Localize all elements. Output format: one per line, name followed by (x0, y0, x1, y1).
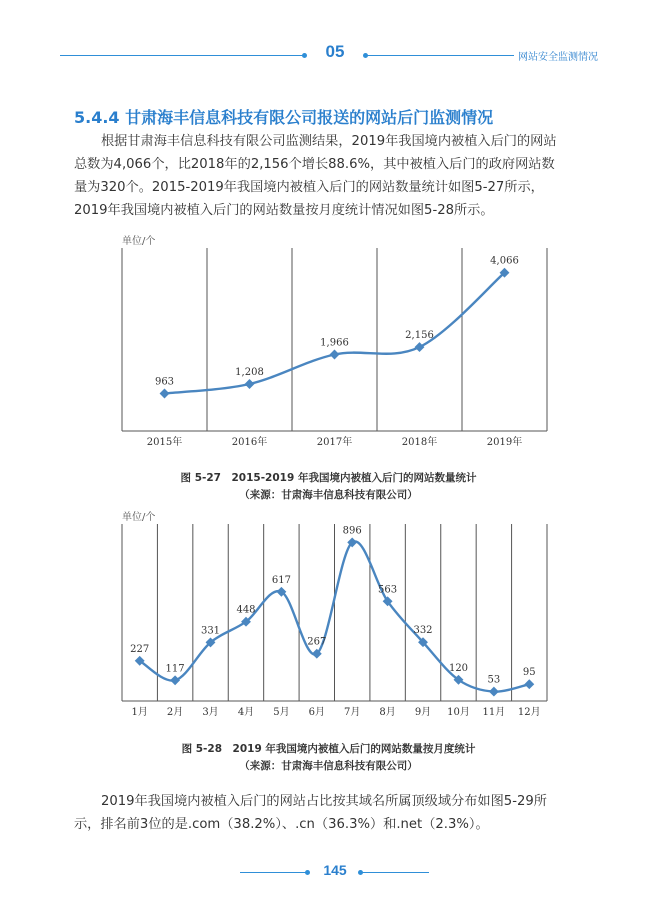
data-point (415, 342, 425, 352)
figure-27-source: （来源：甘肃海丰信息科技有限公司） (239, 489, 418, 501)
footer-rule-left (240, 872, 308, 873)
intro-line: 量为320个。2015-2019年我国境内被植入后门的网站数量统计如图5-27所示， (74, 180, 544, 195)
data-label: 1,208 (235, 367, 264, 378)
intro-paragraph (74, 130, 594, 222)
chart-monthly (122, 508, 547, 728)
data-point (160, 389, 170, 399)
header-rule-left (60, 55, 305, 56)
data-label: 267 (307, 636, 327, 648)
x-tick-label: 7月 (344, 707, 361, 718)
figure-27-caption: 图 5-27 2015-2019 年我国境内被植入后门的网站数量统计 (180, 472, 477, 484)
x-tick-label: 10月 (447, 707, 470, 718)
data-point (245, 379, 255, 389)
data-label: 53 (487, 674, 501, 686)
x-tick-label: 3月 (202, 707, 219, 718)
data-label: 448 (236, 604, 256, 616)
data-label: 563 (378, 584, 398, 596)
x-tick-label: 12月 (517, 707, 541, 718)
data-label: 2,156 (405, 330, 434, 342)
intro-line: 2019年我国境内被植入后门的网站数量按月度统计情况如图5-28所示。 (74, 203, 494, 218)
x-tick-label: 2019年 (486, 437, 523, 448)
data-label: 120 (448, 662, 469, 674)
data-label: 117 (165, 663, 185, 675)
data-point (524, 679, 534, 689)
closing-line: 示，排名前3位的是.com（38.2%）、.cn（36.3%）和.net（2.3%）。 (74, 817, 489, 832)
x-tick-label: 5月 (273, 707, 290, 718)
x-tick-label: 2月 (166, 707, 184, 718)
header-rule-right (366, 55, 514, 56)
y-unit-label: 单位/个 (122, 236, 156, 247)
x-tick-label: 9月 (414, 707, 432, 718)
section-title: 5.4.4 甘肃海丰信息科技有限公司报送的网站后门监测情况 (74, 108, 494, 127)
footer-rule-right (361, 872, 429, 873)
data-label: 963 (154, 376, 175, 388)
data-point (330, 350, 340, 360)
x-tick-label: 4月 (237, 707, 255, 718)
y-unit-label: 单位/个 (122, 512, 156, 523)
closing-line: 2019年我国境内被植入后门的网站占比按其域名所属顶级域分布如图5-29所 (101, 794, 547, 809)
chart-yearly (122, 232, 547, 457)
x-tick-label: 6月 (308, 707, 325, 718)
header-dot-left (302, 53, 307, 58)
x-tick-label: 1月 (131, 707, 148, 718)
chart-monthly-svg (122, 508, 547, 728)
figure-28-source: （来源：甘肃海丰信息科技有限公司） (239, 760, 418, 772)
data-label: 332 (413, 625, 433, 637)
x-tick-label: 8月 (379, 707, 396, 718)
data-label: 95 (522, 667, 536, 679)
x-tick-label: 2017年 (316, 437, 353, 448)
data-point (489, 687, 499, 697)
footer-dot-left (305, 870, 310, 875)
chapter-number: 05 (325, 42, 345, 61)
x-tick-label: 2016年 (231, 437, 268, 448)
x-tick-label: 2015年 (146, 437, 183, 448)
x-tick-label: 2018年 (401, 437, 438, 448)
chapter-title: 网站安全监测情况 (518, 52, 598, 63)
chart-yearly-svg (122, 232, 547, 457)
intro-line: 总数为4,066个，比2018年的2,156个增长88.6%，其中被植入后门的政府网站数 (74, 157, 555, 172)
data-label: 896 (342, 525, 362, 537)
data-label: 4,066 (490, 255, 519, 267)
intro-line: 根据甘肃海丰信息科技有限公司监测结果，2019年我国境内被植入后门的网站 (101, 134, 557, 149)
figure-28-caption: 图 5-28 2019 年我国境内被植入后门的网站数量按月度统计 (181, 743, 476, 755)
series-line (165, 273, 505, 394)
x-tick-label: 11月 (482, 707, 506, 718)
closing-paragraph (74, 790, 594, 836)
data-label: 331 (200, 625, 221, 637)
page-number: 145 (323, 862, 347, 878)
data-label: 1,966 (320, 337, 349, 349)
data-point (170, 675, 180, 685)
data-label: 227 (130, 643, 150, 655)
data-label: 617 (271, 574, 291, 586)
